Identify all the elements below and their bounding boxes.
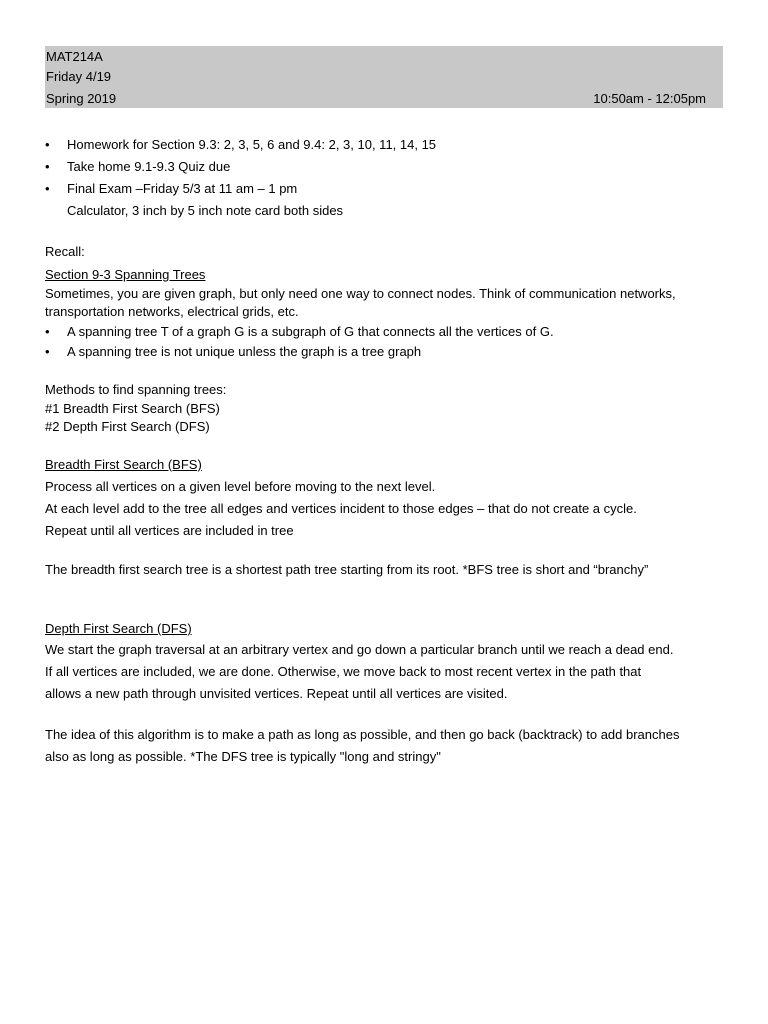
dfs-idea: also as long as possible. *The DFS tree is typically "long and stringy" bbox=[45, 749, 441, 764]
class-time: 10:50am - 12:05pm bbox=[593, 91, 706, 106]
class-date: Friday 4/19 bbox=[46, 69, 112, 84]
methods-heading: Methods to find spanning trees: bbox=[45, 382, 227, 397]
header-bar bbox=[45, 46, 723, 108]
method-item: #2 Depth First Search (DFS) bbox=[45, 419, 210, 434]
bfs-line: Process all vertices on a given level before moving to the next level. bbox=[45, 479, 436, 494]
dfs-line: If all vertices are included, we are done. Otherwise, we move back to most recent vertex in the path that bbox=[45, 664, 642, 679]
recall-label: Recall: bbox=[45, 244, 85, 259]
bullet-icon: • bbox=[45, 159, 50, 174]
dfs-idea: The idea of this algorithm is to make a path as long as possible, and then go back (backtrack) to add branches bbox=[45, 727, 680, 742]
bullet-icon: • bbox=[45, 344, 50, 359]
spanning-intro: Sometimes, you are given graph, but only need one way to connect nodes. Think of communication networks, bbox=[45, 286, 676, 301]
course-code: MAT214A bbox=[46, 49, 103, 64]
spanning-intro: transportation networks, electrical grids, etc. bbox=[45, 304, 299, 319]
bullet-icon: • bbox=[45, 137, 50, 152]
spanning-heading: Section 9-3 Spanning Trees bbox=[45, 267, 206, 282]
announcement-note: Calculator, 3 inch by 5 inch note card both sides bbox=[67, 203, 344, 218]
bfs-line: At each level add to the tree all edges and vertices incident to those edges – that do not create a cycle. bbox=[45, 501, 637, 516]
bfs-note: The breadth first search tree is a shortest path tree starting from its root. *BFS tree is short and “branchy” bbox=[45, 562, 649, 577]
bullet-icon: • bbox=[45, 181, 50, 196]
dfs-line: We start the graph traversal at an arbitrary vertex and go down a particular branch until we reach a dead end. bbox=[45, 642, 674, 657]
bullet-icon: • bbox=[45, 324, 50, 339]
document-page: MAT214A Friday 4/19 Spring 2019 10:50am - 12:05pm • Homework for Section 9.3: 2, 3, 5, 6 and 9.4: 2, 3, 10, 11, 14, 15 • Take home 9.1-9.3 Quiz due • Final Exam –Friday 5/3 at 11 am – 1 pm Calculator, 3 inch by 5 inch note card both sides Recall: Section 9-3 Spanning Trees Sometimes, you are given graph, but only need one way to connect nodes. Think of communication networks, transportation networks, electrical grids, etc. • A spanning tree T of a graph G is a subgraph of G that connects all the vertices of G. • A spanning tree is not unique unless the graph is a tree graph Methods to find spanning trees: #1 Breadth First Search (BFS) #2 Depth First Search (DFS) Breadth First Search (BFS) Process all vertices on a given level before moving to the next level. At each level add to the tree all edges and vertices incident to those edges – that do not create a cycle. Repeat until all vertices are included in tree The breadth first search tree is a shortest path tree starting from its root. *BFS tree is short and “branchy” Depth First Search (DFS) We start the graph traversal at an arbitrary vertex and go down a particular branch until we reach a dead end. If all vertices are included, we are done. Otherwise, we move back to most recent vertex in the path that allows a new path through unvisited vertices. Repeat until all vertices are visited. The idea of this algorithm is to make a path as long as possible, and then go back (backtrack) to add branches also as long as possible. *The DFS tree is typically "long and stringy" bbox=[0, 0, 768, 1024]
dfs-line: allows a new path through unvisited vertices. Repeat until all vertices are visited. bbox=[45, 686, 508, 701]
method-item: #1 Breadth First Search (BFS) bbox=[45, 401, 220, 416]
bfs-heading: Breadth First Search (BFS) bbox=[45, 457, 202, 472]
term: Spring 2019 bbox=[46, 91, 117, 106]
dfs-heading: Depth First Search (DFS) bbox=[45, 621, 192, 636]
bfs-line: Repeat until all vertices are included in tree bbox=[45, 523, 294, 538]
